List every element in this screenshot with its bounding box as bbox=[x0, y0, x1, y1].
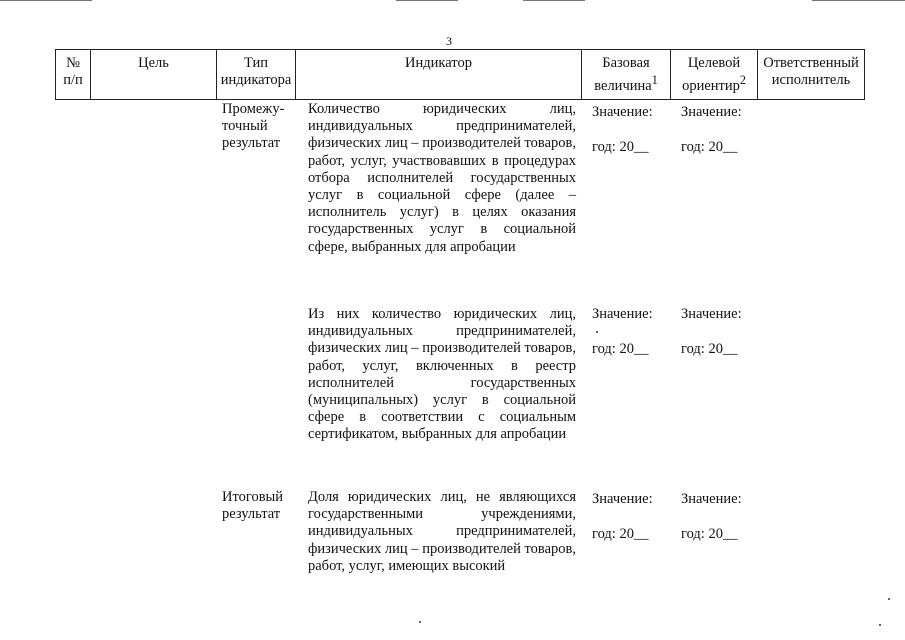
header-number: № п/п bbox=[56, 50, 91, 100]
row-1-target-year: год: 20__ bbox=[681, 139, 738, 156]
page-number: 3 bbox=[446, 34, 452, 48]
scan-edge-mark-center-left bbox=[396, 0, 458, 1]
row-1-target-value: Значение: bbox=[681, 104, 742, 120]
row-2-target bbox=[681, 306, 761, 358]
scan-speck bbox=[879, 624, 881, 626]
row-2-base-year: год: 20__ bbox=[592, 341, 649, 358]
header-indicator: Индикатор bbox=[296, 50, 582, 100]
row-3-target-value: Значение: bbox=[681, 491, 742, 507]
row-3-target-year: год: 20__ bbox=[681, 526, 738, 543]
row-1-type: Промежу-точный результат bbox=[222, 101, 285, 152]
header-goal: Цель bbox=[91, 50, 217, 100]
header-target bbox=[671, 50, 758, 100]
row-3-base-value: Значение: bbox=[592, 491, 653, 507]
header-base-value-label: Базовая величина bbox=[594, 55, 652, 94]
row-1-target bbox=[681, 104, 761, 156]
header-base-footnote: 1 bbox=[651, 73, 658, 87]
scan-speck bbox=[596, 331, 598, 333]
row-1-base-value: Значение: bbox=[592, 104, 653, 120]
row-3-base bbox=[592, 491, 672, 543]
scan-edge-mark-right bbox=[812, 0, 905, 1]
header-base-value bbox=[582, 50, 671, 100]
indicator-table-header bbox=[55, 49, 865, 100]
row-1-base bbox=[592, 104, 672, 156]
row-2-indicator: Из них количество юридических лиц, индивидуальных предпринимателей, физических лиц – производителей товаров, работ, услуг, включенных в реестр исполнителей государственных (муниципальных) услуг в социальной сфере в соответствии с социальным сертификатом, выбранных для апробации bbox=[308, 306, 576, 443]
scan-speck bbox=[419, 621, 421, 623]
row-3-type: Итоговый результат bbox=[222, 489, 284, 523]
row-2-target-value: Значение: bbox=[681, 306, 742, 322]
header-responsible: Ответственный исполнитель bbox=[758, 50, 865, 100]
row-2-base-value: Значение: bbox=[592, 306, 653, 322]
scan-speck bbox=[888, 598, 890, 600]
row-3-indicator: Доля юридических лиц, не являющихся государственными учреждениями, индивидуальных предпринимателей, физических лиц – производителей товаров, работ, услуг, имеющих высокий bbox=[308, 489, 576, 574]
header-indicator-type: Тип индикатора bbox=[217, 50, 296, 100]
row-2-target-year: год: 20__ bbox=[681, 341, 738, 358]
scan-edge-mark-center-right bbox=[523, 0, 585, 1]
row-2-base bbox=[592, 306, 672, 358]
scan-edge-mark-left bbox=[0, 0, 92, 1]
header-row bbox=[56, 50, 865, 100]
row-3-target bbox=[681, 491, 761, 543]
header-target-label: Целевой ориентир bbox=[682, 55, 741, 94]
row-1-indicator: Количество юридических лиц, индивидуальных предпринимателей, физических лиц – производителей товаров, работ, услуг, участвовавших в процедурах отбора исполнителей государственных услуг в социальной сфере (далее – исполнитель услуг) в целях оказания государственных услуг в социальной сфере, выбранных для апробации bbox=[308, 101, 576, 255]
header-target-footnote: 2 bbox=[739, 73, 746, 87]
row-3-base-year: год: 20__ bbox=[592, 526, 649, 543]
row-1-base-year: год: 20__ bbox=[592, 139, 649, 156]
